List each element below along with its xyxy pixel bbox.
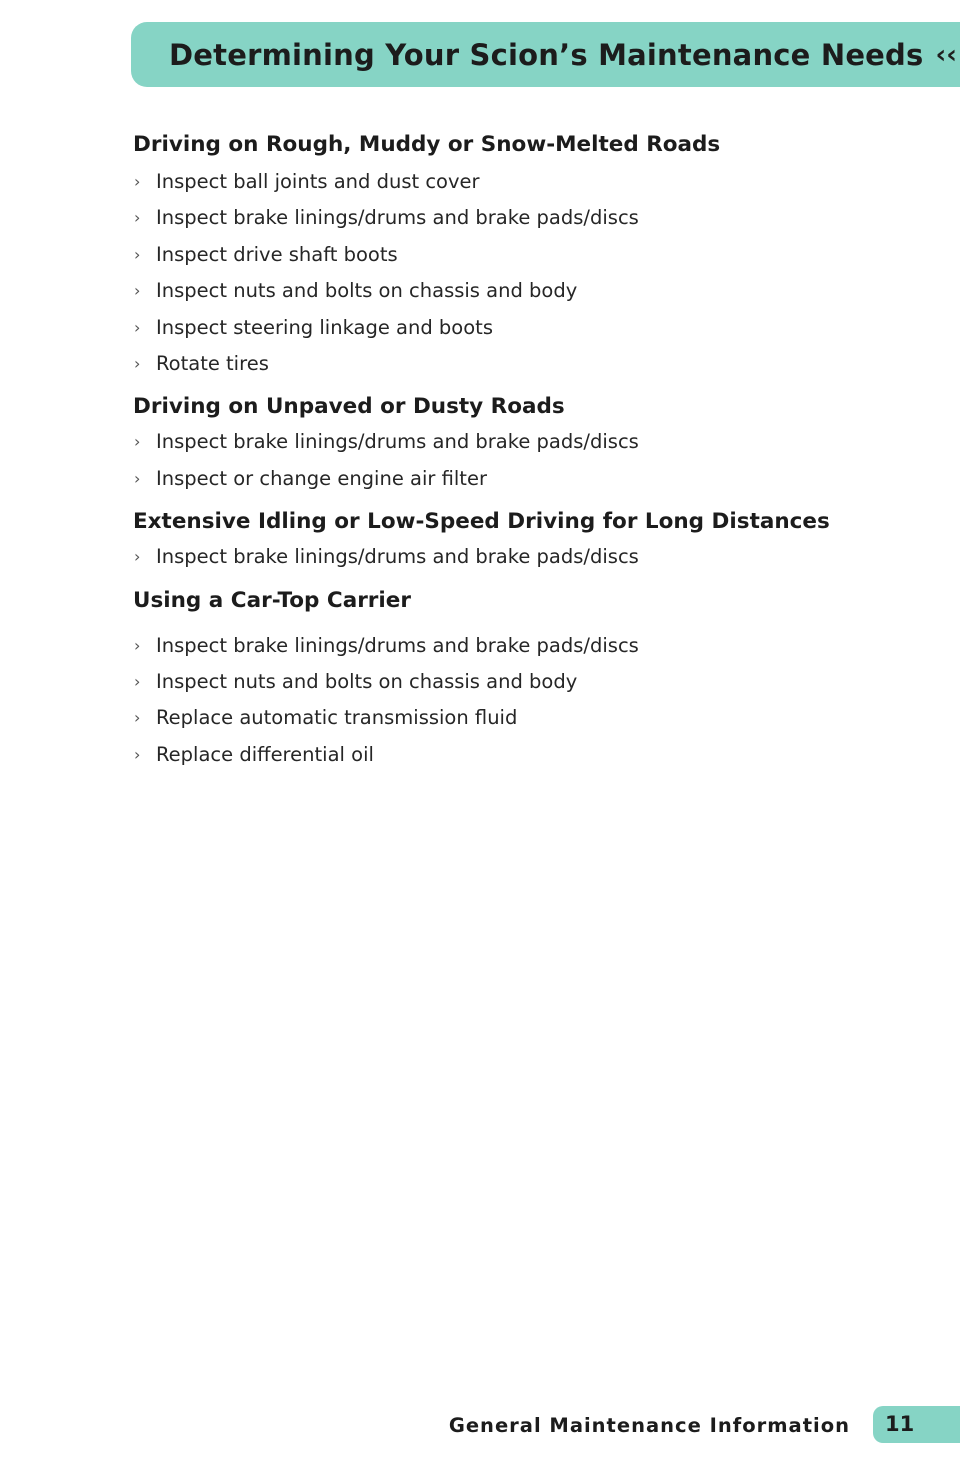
list-item xyxy=(133,200,923,236)
footer-section-label: General Maintenance Information xyxy=(448,1414,850,1437)
list-item xyxy=(133,164,923,200)
section-heading: Driving on Unpaved or Dusty Roads xyxy=(133,394,565,420)
checklist xyxy=(133,539,923,575)
list-item xyxy=(133,424,923,460)
section-heading: Using a Car-Top Carrier xyxy=(133,587,411,613)
chevron-right-icon: › xyxy=(134,671,141,691)
list-item-text: Inspect nuts and bolts on chassis and body xyxy=(156,279,578,303)
list-item xyxy=(133,273,923,309)
chevron-right-icon: › xyxy=(134,281,141,301)
list-item xyxy=(133,664,923,700)
list-item-text: Inspect nuts and bolts on chassis and body xyxy=(156,669,578,693)
chevron-right-icon: › xyxy=(134,353,141,373)
section-rough-roads xyxy=(133,128,923,382)
list-item xyxy=(133,310,923,346)
chevron-right-icon: › xyxy=(134,208,141,228)
list-item-text: Inspect or change engine air filter xyxy=(156,466,487,490)
section-heading: Extensive Idling or Low-Speed Driving for Long Distances xyxy=(133,509,830,535)
list-item xyxy=(133,700,923,736)
chevron-right-icon: › xyxy=(134,244,141,264)
chevron-right-icon: › xyxy=(134,744,141,764)
list-item-text: Inspect brake linings/drums and brake pads/discs xyxy=(156,545,639,569)
list-item-text: Replace automatic transmission fluid xyxy=(156,706,518,730)
chevron-right-icon: › xyxy=(134,708,141,728)
page-title: Determining Your Scion’s Maintenance Needs xyxy=(169,37,924,72)
content xyxy=(133,128,923,781)
chevron-right-icon: › xyxy=(134,172,141,191)
section-unpaved-roads xyxy=(133,390,923,497)
section-heading: Driving on Rough, Muddy or Snow-Melted Roads xyxy=(133,132,721,157)
list-item-text: Inspect drive shaft boots xyxy=(156,242,398,266)
list-item-text: Inspect brake linings/drums and brake pads/discs xyxy=(156,430,639,454)
double-chevron-left-icon: ‹‹ xyxy=(935,39,957,70)
list-item-text: Inspect brake linings/drums and brake pads/discs xyxy=(156,206,639,230)
list-item xyxy=(133,737,923,773)
list-item xyxy=(133,461,923,497)
chevron-right-icon: › xyxy=(134,432,141,452)
section-extensive-idling xyxy=(133,505,923,575)
list-item xyxy=(133,539,923,575)
chevron-right-icon: › xyxy=(134,635,141,655)
page-number-tab xyxy=(873,1406,960,1443)
page-number: 11 xyxy=(885,1412,915,1436)
chevron-right-icon: › xyxy=(134,468,141,488)
list-item xyxy=(133,628,923,664)
list-item-text: Replace differential oil xyxy=(156,742,374,766)
list-item xyxy=(133,346,923,382)
list-item-text: Inspect steering linkage and boots xyxy=(156,315,493,339)
header-band xyxy=(131,22,960,87)
checklist xyxy=(133,424,923,497)
section-car-top-carrier xyxy=(133,584,923,774)
chevron-right-icon: › xyxy=(134,317,141,337)
checklist xyxy=(133,628,923,774)
list-item-text: Inspect ball joints and dust cover xyxy=(156,170,480,193)
list-item xyxy=(133,237,923,273)
list-item-text: Rotate tires xyxy=(156,351,269,375)
checklist xyxy=(133,164,923,382)
chevron-right-icon: › xyxy=(134,547,141,567)
list-item-text: Inspect brake linings/drums and brake pads/discs xyxy=(156,633,639,657)
